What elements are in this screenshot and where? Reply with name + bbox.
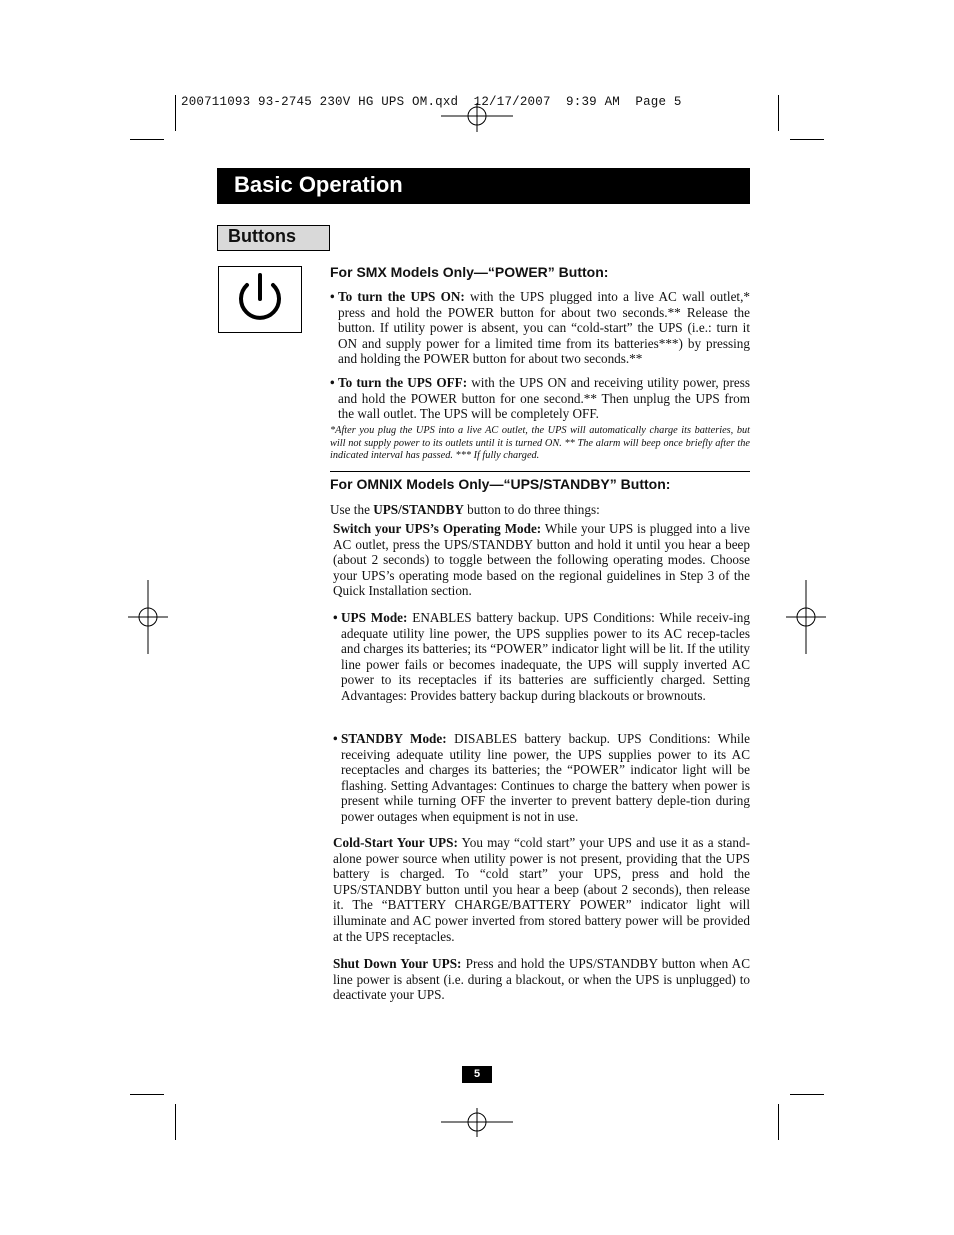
omnix-cold-start-paragraph — [333, 835, 750, 944]
power-icon — [218, 266, 302, 333]
omnix-intro-bold: UPS/STANDBY — [373, 502, 464, 517]
smx-turn-on-label: To turn the UPS ON: — [338, 289, 465, 304]
bullet: • — [333, 610, 338, 625]
omnix-mode-label: Switch your UPS’s Operating Mode: — [333, 521, 542, 536]
omnix-intro-pre: Use the — [330, 502, 374, 517]
smx-heading: For SMX Models Only—“POWER” Button: — [330, 264, 609, 280]
omnix-ups-mode-item — [333, 610, 750, 704]
omnix-standby-mode-label: STANDBY Mode: — [341, 731, 447, 746]
omnix-standby-mode-text: DISABLES battery backup. UPS Conditions: While receiving adequate utility line power, the UPS supplies power to its AC receptacles and charges its batteries; the “POWER” indicator light will be flashing. Setting Advantages: Continues to charge the battery when power is present while turning OFF the inverter to prevent battery deple-tion during power outages when equipment is not in use. — [341, 731, 751, 824]
omnix-ups-mode-text: ENABLES battery backup. UPS Conditions: While receiv-ing adequate utility line power, the UPS supplies power to its AC recep-tacles and charges its batteries; its “POWER” indicator light will be lit. If the utility line power fails or becomes inadequate, the UPS will supply inverted AC power to its receptacles if its batteries are sufficiently charged. Setting Advantages: Provides battery backup during blackouts or brownouts. — [341, 610, 750, 703]
omnix-mode-paragraph — [333, 521, 750, 599]
smx-turn-on-text: with the UPS plugged into a live AC wall outlet,* press and hold the POWER button for about two seconds.** Release the button. If utility power is absent, you can “cold-start” the UPS (i.e.: turn it ON and supply power for a limited time from its batteries***) by pressing and holding the POWER button for about two seconds.** — [338, 289, 750, 367]
bullet: • — [330, 289, 335, 304]
omnix-shut-down-text: Press and hold the UPS/STANDBY button when AC line power is absent (i.e. during a blackout, or when the UPS is unplugged) to deactivate your UPS. — [333, 956, 750, 1003]
omnix-cold-start-label: Cold-Start Your UPS: — [333, 835, 458, 850]
smx-turn-off-text: with the UPS ON and receiving utility power, press and hold the POWER button for one second.** Then unplug the UPS from the wall outlet. The UPS will be completely OFF. — [338, 375, 751, 422]
omnix-ups-mode-label: UPS Mode: — [341, 610, 408, 625]
omnix-intro-post: button to do three things: — [463, 502, 600, 517]
section-divider — [330, 471, 750, 472]
omnix-intro — [330, 502, 750, 518]
smx-turn-on-item — [330, 289, 750, 367]
subsection-title-box — [217, 225, 330, 251]
section-title-bar — [217, 168, 750, 204]
omnix-shut-down-label: Shut Down Your UPS: — [333, 956, 462, 971]
page-title: Basic Operation — [234, 172, 403, 197]
omnix-cold-start-text: You may “cold start” your UPS and use it as a stand-alone power source when utility power is not present, providing that the UPS battery is charged. To “cold start” your UPS, press and hold the UPS/STANDBY button until you hear a beep (about 2 seconds), then release it. The “BATTERY CHARGE/BATTERY POWER” indicator light will illuminate and AC power inverted from stored battery power will be provided at the UPS receptacles. — [333, 835, 750, 944]
page-number: 5 — [462, 1066, 492, 1083]
smx-turn-off-label: To turn the UPS OFF: — [338, 375, 468, 390]
bullet: • — [330, 375, 335, 390]
bullet: • — [333, 731, 338, 746]
subsection-title: Buttons — [228, 226, 296, 246]
omnix-mode-text: While your UPS is plugged into a live AC outlet, press the UPS/STANDBY button and hold it until you hear a beep (about 2 seconds) to toggle between the following operating modes. Choose your UPS’s operating mode based on the regional guidelines in Step 3 of the Quick Installation section. — [333, 521, 750, 599]
smx-turn-off-item — [330, 375, 750, 422]
smx-footnote: *After you plug the UPS into a live AC outlet, the UPS will automatically charge its batteries, but will not supply power to its outlets until it is turned ON. ** The alarm will beep once briefly after the indicated interval has passed. *** If fully charged. — [330, 425, 750, 462]
omnix-standby-mode-item — [333, 731, 750, 825]
omnix-shut-down-paragraph — [333, 956, 750, 1003]
printer-slug: 200711093 93-2745 230V HG UPS OM.qxd 12/17/2007 9:39 AM Page 5 — [181, 95, 682, 109]
omnix-heading: For OMNIX Models Only—“UPS/STANDBY” Button: — [330, 476, 671, 492]
